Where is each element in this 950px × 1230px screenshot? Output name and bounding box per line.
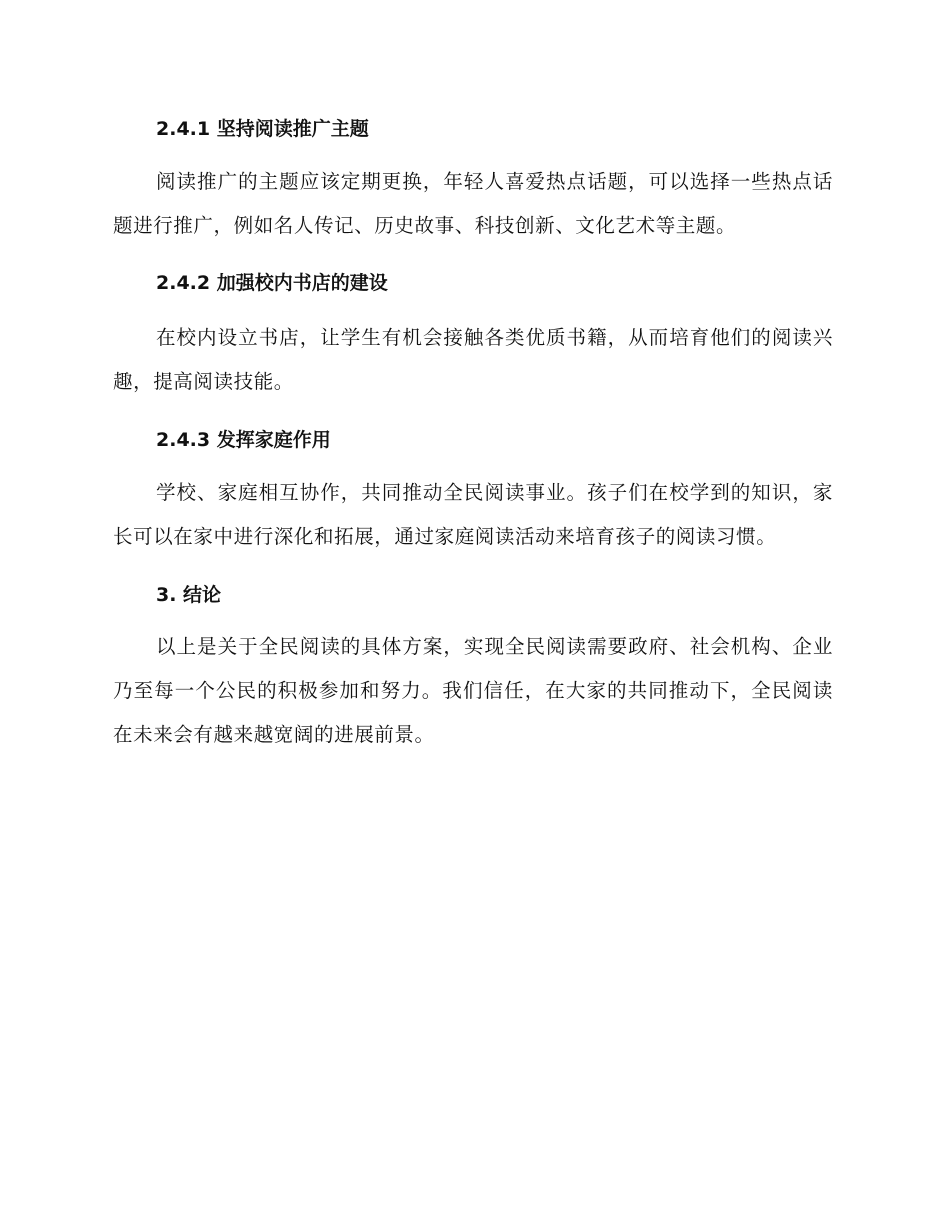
section-paragraph-2-4-2: 在校内设立书店，让学生有机会接触各类优质书籍，从而培育他们的阅读兴趣，提高阅读技能。: [113, 326, 833, 393]
section-heading-2-4-2: 2.4.2 加强校内书店的建设: [156, 272, 388, 294]
section-paragraph-conclusion: 以上是关于全民阅读的具体方案，实现全民阅读需要政府、社会机构、企业乃至每一个公民的积极参加和努力。我们信任，在大家的共同推动下，全民阅读在未来会有越来越宽阔的进展前景。: [113, 635, 833, 746]
document-body: [113, 111, 833, 757]
section-heading-2-4-1: 2.4.1 坚持阅读推广主题: [156, 118, 369, 140]
section-heading-2-4-3: 2.4.3 发挥家庭作用: [156, 429, 331, 451]
section-paragraph-2-4-3: 学校、家庭相互协作，共同推动全民阅读事业。孩子们在校学到的知识，家长可以在家中进行深化和拓展，通过家庭阅读活动来培育孩子的阅读习惯。: [113, 481, 833, 548]
section-paragraph-2-4-1: 阅读推广的主题应该定期更换，年轻人喜爱热点话题，可以选择一些热点话题进行推广，例如名人传记、历史故事、科技创新、文化艺术等主题。: [113, 170, 833, 237]
section-heading-conclusion: 3. 结论: [156, 584, 222, 606]
